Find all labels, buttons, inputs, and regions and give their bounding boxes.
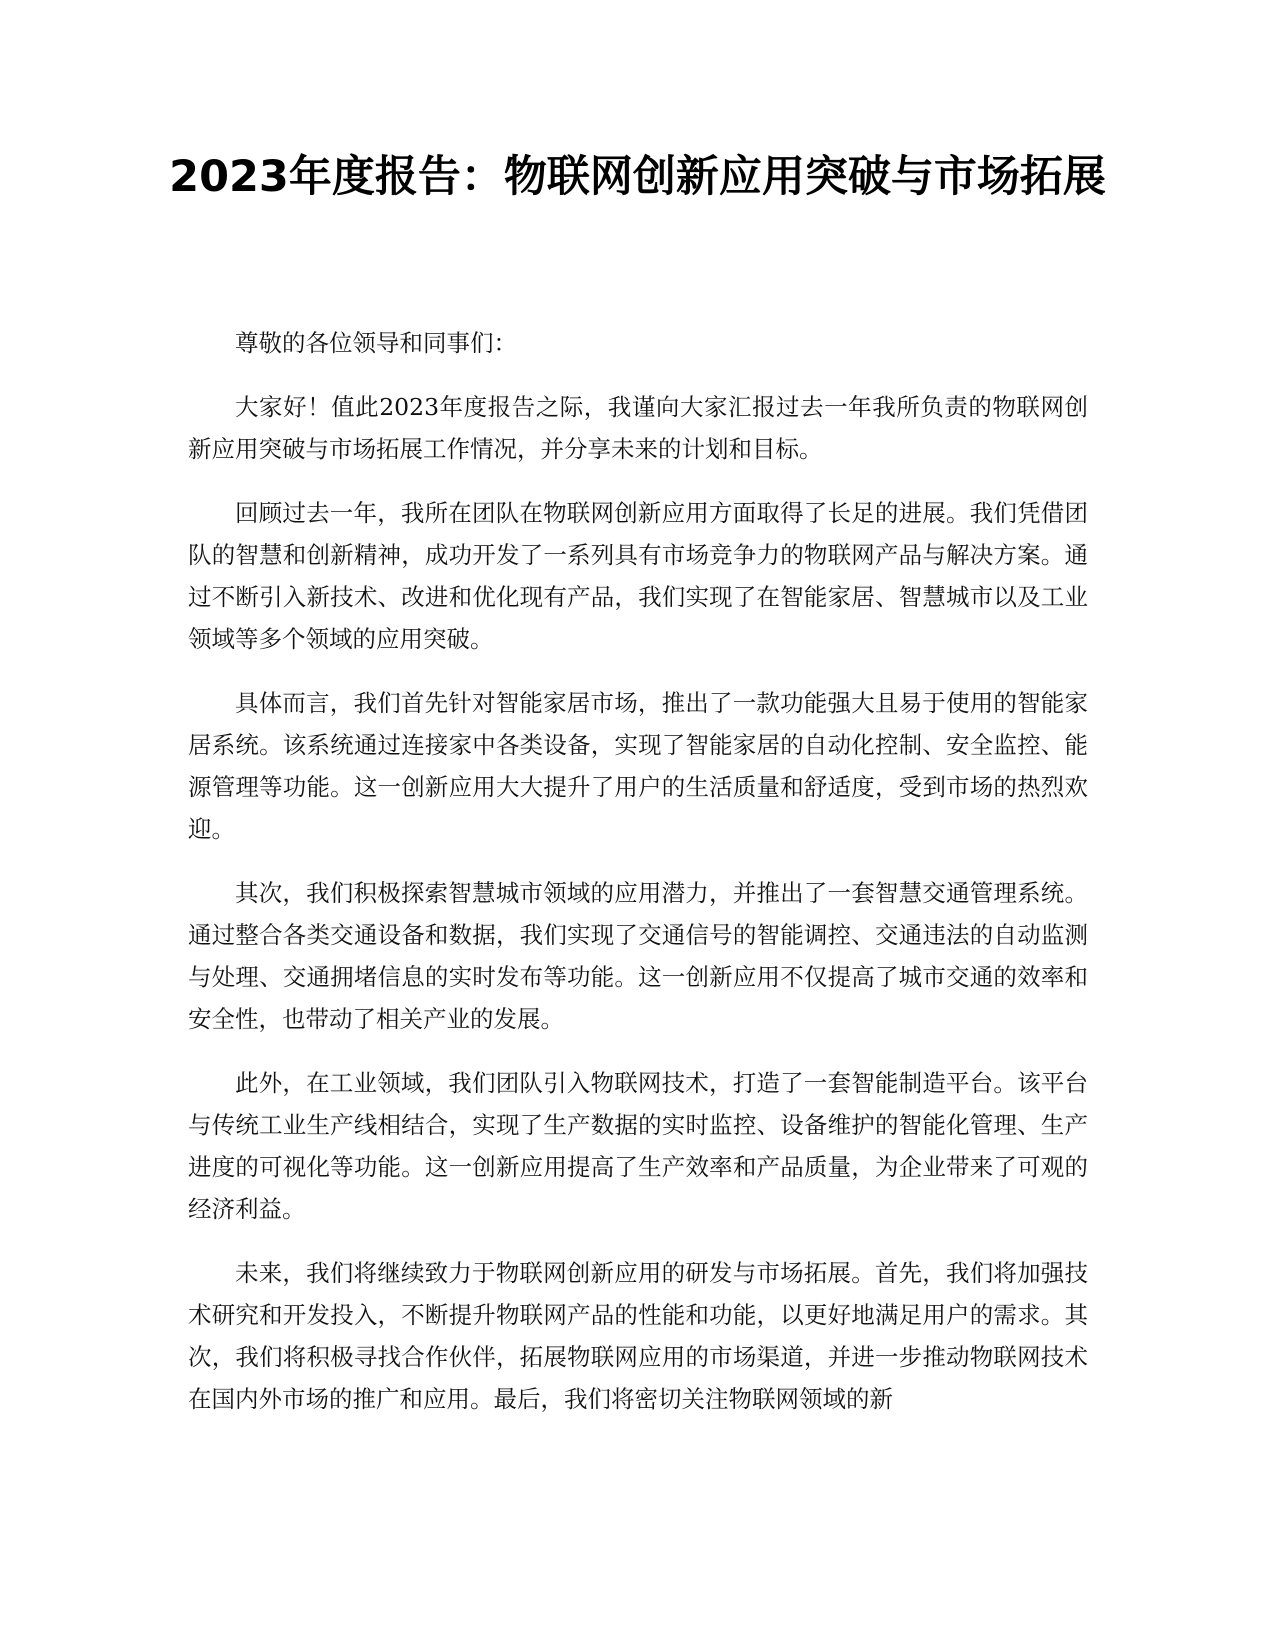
paragraph-review: 回顾过去一年，我所在团队在物联网创新应用方面取得了长足的进展。我们凭借团队的智慧和创新精神，成功开发了一系列具有市场竞争力的物联网产品与解决方案。通过不断引入新技术、改进和优化现有产品，我们实现了在智能家居、智慧城市以及工业领域等多个领域的应用突破。 bbox=[188, 499, 1088, 653]
paragraph-smart-home: 具体而言，我们首先针对智能家居市场，推出了一款功能强大且易于使用的智能家居系统。该系统通过连接家中各类设备，实现了智能家居的自动化控制、安全监控、能源管理等功能。这一创新应用大大提升了用户的生活质量和舒适度，受到市场的热烈欢迎。 bbox=[188, 689, 1088, 843]
document-title: 2023年度报告：物联网创新应用突破与市场拓展 bbox=[169, 152, 1106, 202]
paragraph-industry: 此外，在工业领域，我们团队引入物联网技术，打造了一套智能制造平台。该平台与传统工业生产线相结合，实现了生产数据的实时监控、设备维护的智能化管理、生产进度的可视化等功能。这一创新应用提高了生产效率和产品质量，为企业带来了可观的经济利益。 bbox=[188, 1069, 1088, 1223]
document-body bbox=[188, 322, 1088, 1442]
paragraph-intro: 大家好！值此2023年度报告之际，我谨向大家汇报过去一年我所负责的物联网创新应用突破与市场拓展工作情况，并分享未来的计划和目标。 bbox=[188, 393, 1088, 463]
paragraph-future: 未来，我们将继续致力于物联网创新应用的研发与市场拓展。首先，我们将加强技术研究和开发投入，不断提升物联网产品的性能和功能，以更好地满足用户的需求。其次，我们将积极寻找合作伙伴，拓展物联网应用的市场渠道，并进一步推动物联网技术在国内外市场的推广和应用。最后，我们将密切关注物联网领域的新 bbox=[188, 1259, 1088, 1413]
salutation: 尊敬的各位领导和同事们： bbox=[235, 329, 517, 357]
paragraph-smart-city: 其次，我们积极探索智慧城市领域的应用潜力，并推出了一套智慧交通管理系统。通过整合各类交通设备和数据，我们实现了交通信号的智能调控、交通违法的自动监测与处理、交通拥堵信息的实时发布等功能。这一创新应用不仅提高了城市交通的效率和安全性，也带动了相关产业的发展。 bbox=[188, 879, 1088, 1033]
